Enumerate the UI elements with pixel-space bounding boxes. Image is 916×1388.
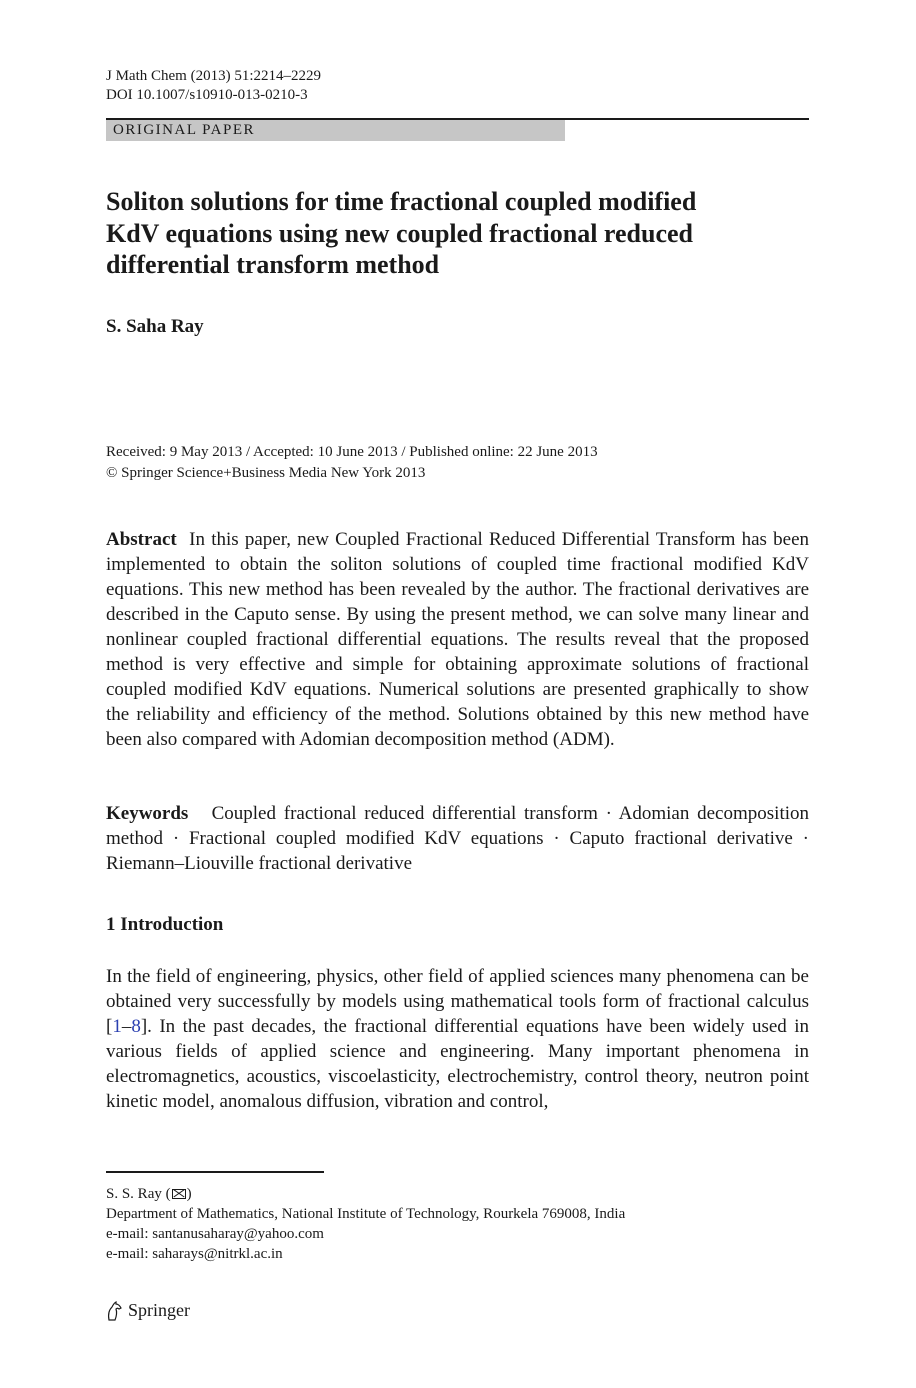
abstract: [106, 527, 809, 752]
paper-title: Soliton solutions for time fractional coupled modified KdV equations using new coupled fractional reduced differential transform method: [106, 187, 697, 279]
footnote-author: S. S. Ray (: [106, 1186, 171, 1202]
publisher-name: Springer: [128, 1300, 190, 1320]
abstract-text: In this paper, new Coupled Fractional Reduced Differential Transform has been implemented to obtain the soliton solutions of coupled time fractional modified KdV equations. This new method has been revealed by the author. The fractional derivatives are described in the Caputo sense. By using the present method, we can solve many linear and nonlinear coupled fractional differential equations. The results reveal that the proposed method is very effective and simple for obtaining approximate solutions of fractional coupled modified KdV equations. Numerical solutions are presented graphically to show the reliability and efficiency of the method. Solutions obtained by this new method have been also compared with Adomian decomposition method (ADM).: [106, 529, 810, 750]
author-footnote: [106, 1184, 625, 1264]
citation-link-8[interactable]: 8: [131, 1016, 141, 1037]
section-heading: 1 Introduction: [106, 914, 224, 935]
intro-text-after: ]. In the past decades, the fractional differential equations have been widely used in various fields of applied science and engineering. Many important phenomena in electromagnetics, acoustics, viscoelasticity, electrochemistry, control theory, neutron point kinetic model, anomalous diffusion, vibration and control,: [106, 1016, 809, 1112]
introduction-text: [106, 964, 809, 1114]
keywords-label: Keywords: [106, 803, 189, 824]
footnote-paren: ): [186, 1186, 192, 1202]
article-type-banner: ORIGINAL PAPER: [106, 120, 565, 141]
abstract-label: Abstract: [106, 529, 177, 550]
keywords-text: Coupled fractional reduced differential transform · Adomian decomposition method · Fractional coupled modified KdV equations · Caputo fractional derivative · Riemann–Liouville fractional derivative: [106, 803, 810, 874]
journal-info: [106, 67, 321, 105]
journal-citation: J Math Chem (2013) 51:2214–2229: [106, 68, 321, 84]
history-line: Received: 9 May 2013 / Accepted: 10 June 2013 / Published online: 22 June 2013: [106, 444, 598, 460]
footnote-rule: [106, 1171, 324, 1173]
publisher-logo: [106, 1300, 190, 1321]
correspondence-line: [106, 1184, 625, 1204]
springer-horse-icon: [106, 1301, 123, 1321]
citation-link-1[interactable]: 1: [112, 1016, 122, 1037]
intro-text-before: In the field of engineering, physics, other field of applied sciences many phenomena can be obtained very successfully by models using mathematical tools form of fractional calculus [: [106, 966, 809, 1037]
affiliation: Department of Mathematics, National Institute of Technology, Rourkela 769008, India: [106, 1206, 626, 1222]
publication-dates: [106, 442, 598, 484]
email-1[interactable]: e-mail: santanusaharay@yahoo.com: [106, 1226, 324, 1242]
doi: DOI 10.1007/s10910-013-0210-3: [106, 87, 308, 103]
copyright-line: © Springer Science+Business Media New York 2013: [106, 465, 426, 481]
citation-dash: –: [121, 1016, 132, 1037]
author-name: S. Saha Ray: [106, 316, 204, 337]
envelope-icon: [172, 1189, 186, 1199]
email-2[interactable]: e-mail: saharays@nitrkl.ac.in: [106, 1246, 283, 1262]
paper-page: [106, 0, 809, 1388]
keywords: [106, 801, 809, 876]
